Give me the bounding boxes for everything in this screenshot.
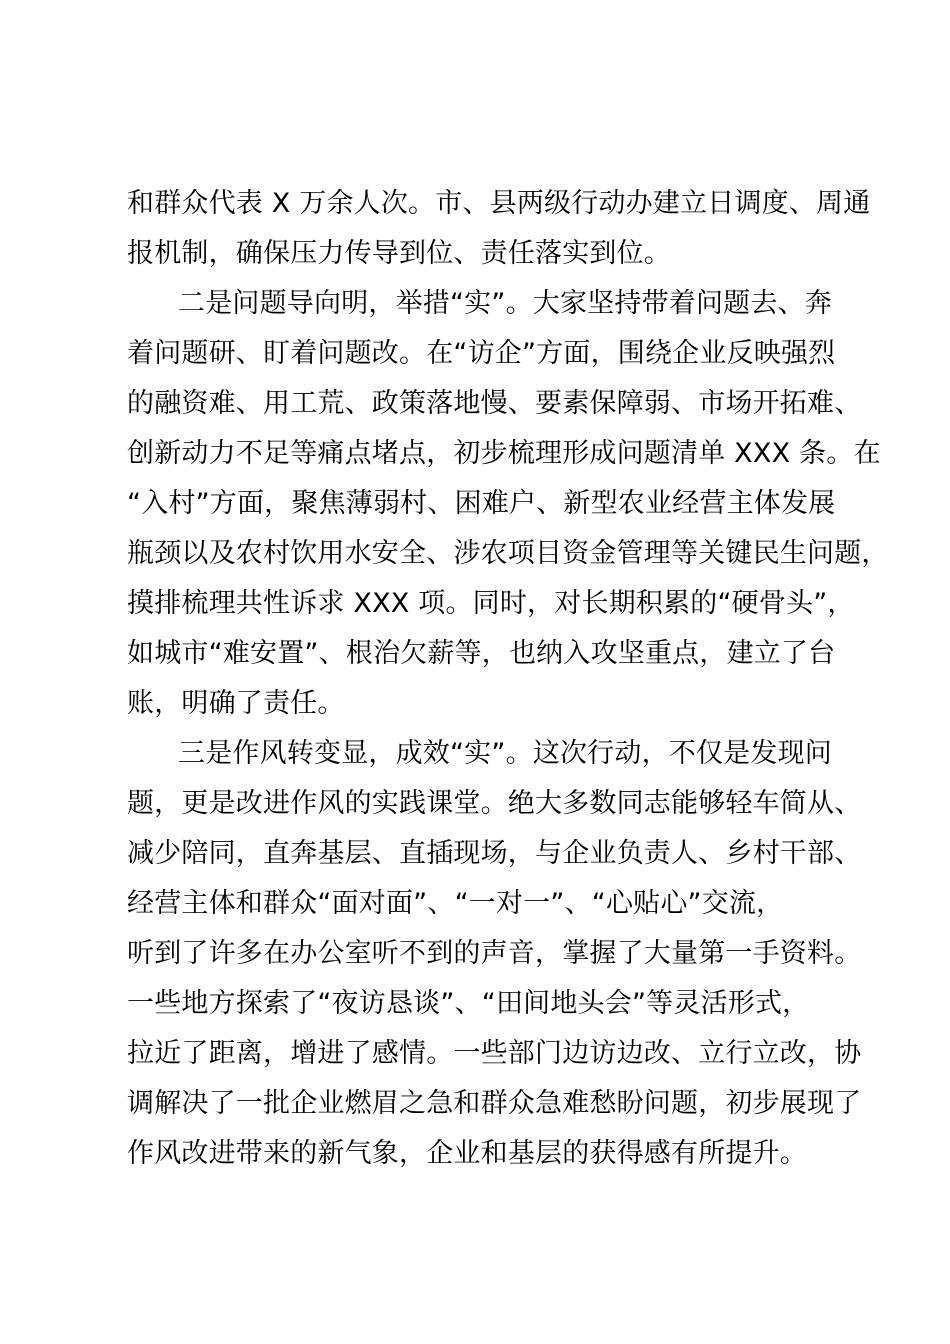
text-line: 如城市“难安置”、根治欠薪等，也纳入攻坚重点，建立了台 [127,638,836,669]
paragraph-heading-line: 三是作风转变显，成效“实”。这次行动，不仅是发现问 [178,738,832,769]
text-line: 听到了许多在办公室听不到的声音，掌握了大量第一手资料。 [127,938,862,969]
text-line: 作风改进带来的新气象，企业和基层的获得感有所提升。 [127,1138,807,1169]
text-line: 题，更是改进作风的实践课堂。绝大多数同志能够轻车简从、 [127,788,862,819]
text-line: 瓶颈以及农村饮用水安全、涉农项目资金管理等关键民生问题， [127,538,889,569]
text-line: 经营主体和群众“面对面”、“一对一”、“心贴心”交流， [127,888,784,919]
text-line: 和群众代表 X 万余人次。市、县两级行动办建立日调度、周通 [127,188,871,219]
text-line: 摸排梳理共性诉求 XXX 项。同时，对长期积累的“硬骨头”， [127,588,855,619]
paragraph-heading-line: 二是问题导向明，举措“实”。大家坚持带着问题去、奔 [178,288,832,319]
text-line: 着问题研、盯着问题改。在“访企”方面，围绕企业反映强烈 [127,338,836,369]
text-line: “入村”方面，聚焦薄弱村、困难户、新型农业经营主体发展 [127,488,836,519]
text-line: 拉近了距离，增进了感情。一些部门边访边改、立行立改，协 [127,1038,862,1069]
text-line: 账，明确了责任。 [127,688,345,719]
text-line: 的融资难、用工荒、政策落地慢、要素保障弱、市场开拓难、 [127,388,862,419]
text-line: 减少陪同，直奔基层、直插现场，与企业负责人、乡村干部、 [127,838,862,869]
text-line: 一些地方探索了“夜访恳谈”、“田间地头会”等灵活形式， [127,988,810,1019]
text-line: 报机制，确保压力传导到位、责任落实到位。 [127,238,671,269]
text-line: 调解决了一批企业燃眉之急和群众急难愁盼问题，初步展现了 [127,1088,862,1119]
text-line: 创新动力不足等痛点堵点，初步梳理形成问题清单 XXX 条。在 [127,438,881,469]
